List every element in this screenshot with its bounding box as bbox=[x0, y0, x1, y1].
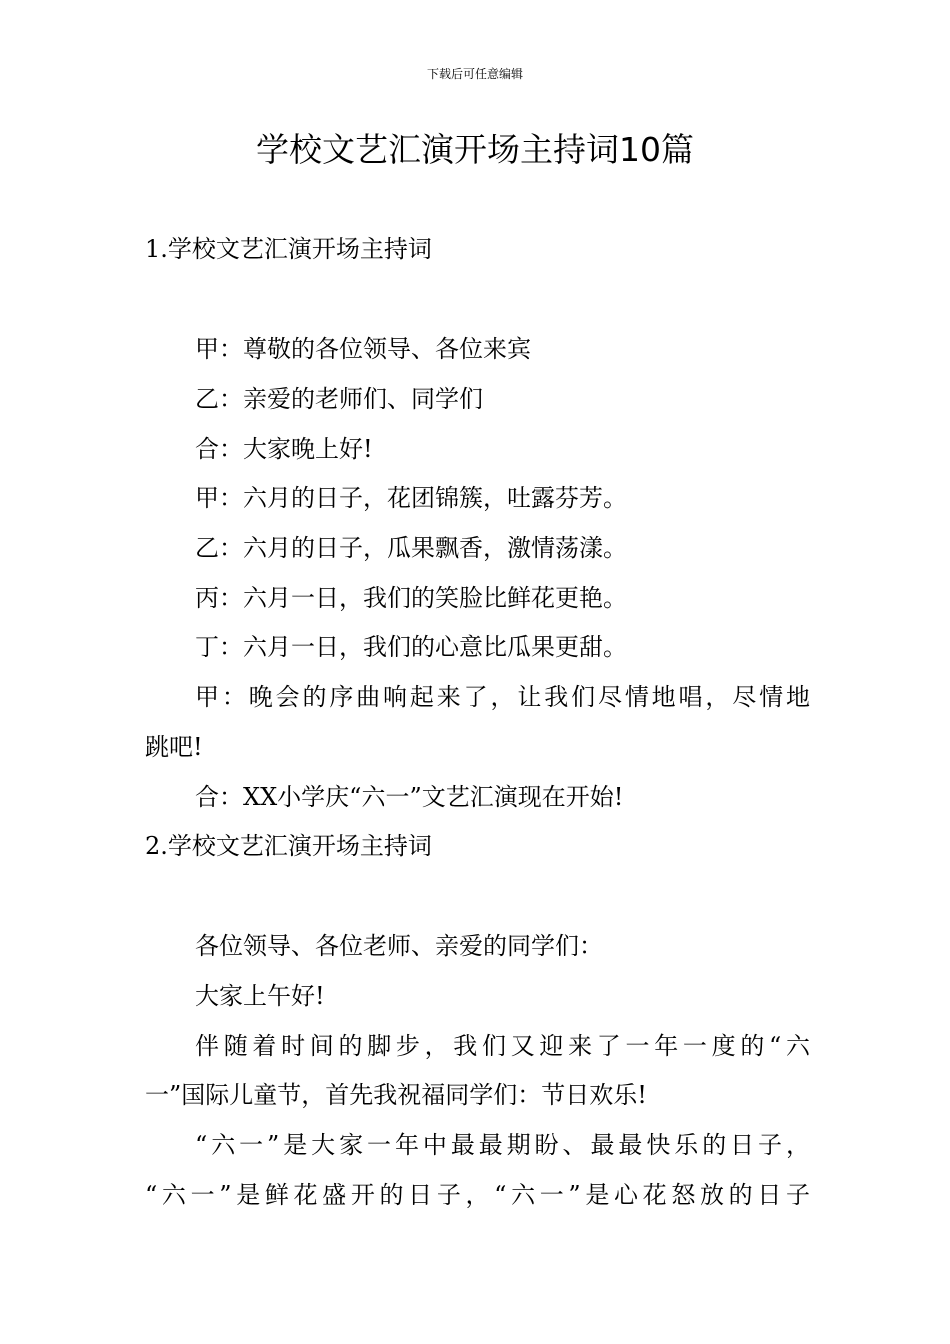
section-1-line-9: 跳吧! bbox=[145, 733, 203, 761]
section-2-line-6: “六一”是鲜花盛开的日子，“六一”是心花怒放的日子 bbox=[145, 1181, 810, 1209]
section-2-line-2: 大家上午好! bbox=[195, 982, 325, 1010]
section-1-line-1: 甲：尊敬的各位领导、各位来宾 bbox=[195, 335, 531, 363]
section-1-line-5: 乙：六月的日子，瓜果飘香，激情荡漾。 bbox=[195, 534, 627, 562]
section-1-line-4: 甲：六月的日子，花团锦簇，吐露芬芳。 bbox=[195, 484, 627, 512]
section-2-line-4: 一”国际儿童节，首先我祝福同学们：节日欢乐! bbox=[145, 1081, 647, 1109]
section-2-line-5: “六一”是大家一年中最最期盼、最最快乐的日子， bbox=[195, 1131, 810, 1159]
section-1-line-3: 合：大家晚上好! bbox=[195, 435, 373, 463]
section-2-line-3: 伴随着时间的脚步，我们又迎来了一年一度的“六 bbox=[195, 1032, 810, 1060]
section-2-line-1: 各位领导、各位老师、亲爱的同学们： bbox=[195, 932, 603, 960]
section-1-heading: 1.学校文艺汇演开场主持词 bbox=[145, 235, 432, 263]
section-1-line-10: 合：XX小学庆“六一”文艺汇演现在开始! bbox=[195, 783, 624, 811]
section-1-line-2: 乙：亲爱的老师们、同学们 bbox=[195, 385, 483, 413]
section-1-line-8: 甲：晚会的序曲响起来了，让我们尽情地唱，尽情地 bbox=[195, 683, 810, 711]
document-title: 学校文艺汇演开场主持词10篇 bbox=[256, 130, 694, 169]
header-note: 下载后可任意编辑 bbox=[426, 67, 523, 81]
section-1-line-6: 丙：六月一日，我们的笑脸比鲜花更艳。 bbox=[195, 584, 627, 612]
section-2-heading: 2.学校文艺汇演开场主持词 bbox=[145, 832, 432, 860]
section-1-line-7: 丁：六月一日，我们的心意比瓜果更甜。 bbox=[195, 633, 627, 661]
